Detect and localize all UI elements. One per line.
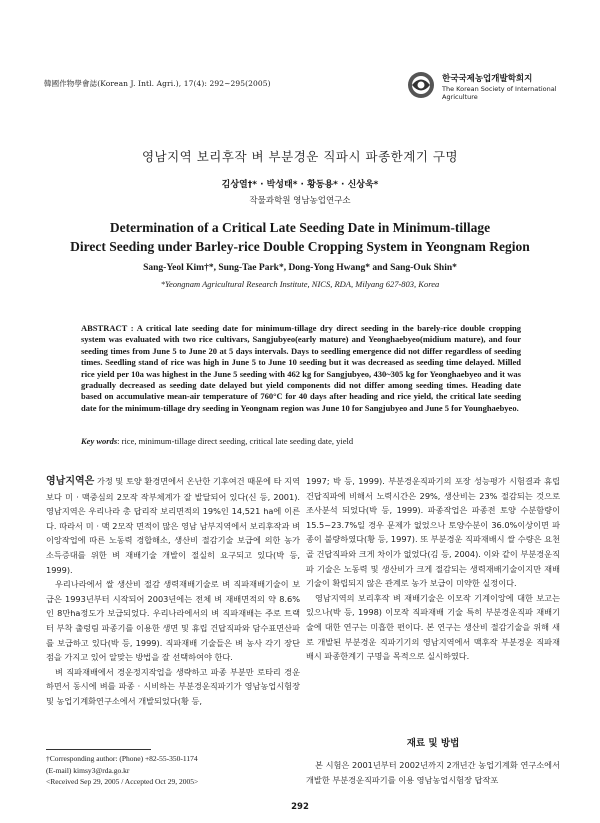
footnote-corresponding: †Corresponding author: (Phone) +82-55-350-1174 <box>46 754 198 763</box>
abstract-label: ABSTRACT : <box>81 323 137 333</box>
title-english-line1: Determination of a Critical Late Seeding Date in Minimum-tillage <box>109 220 491 235</box>
page-number: 292 <box>291 802 309 812</box>
body-column-left <box>46 474 300 709</box>
paragraph <box>46 474 300 577</box>
society-header <box>406 68 566 104</box>
paragraph: 본 시험은 2001년부터 2002년까지 2개년간 농업기계화 연구소에서 개발한 부분경운직파기를 이용 영남농업시험장 답작포 <box>306 760 560 785</box>
footnote-email: (E-mail) kimsy3@rda.go.kr <box>46 765 130 775</box>
title-english <box>0 218 600 256</box>
journal-reference: 韓國作物學會誌(Korean J. Intl. Agri.), 17(4): 292~295(2005) <box>44 79 271 88</box>
section-heading-methods: 재료 및 방법 <box>406 738 460 749</box>
footnote-divider <box>46 749 151 750</box>
footnote <box>46 753 300 788</box>
society-logo-icon <box>406 70 436 100</box>
paragraph: 1997; 박 등, 1999). 부분경운직파기의 포장 성능평가 시험결과 휴립건답직파에 비해서 노력시간은 29%, 생산비는 23% 절감되는 것으로 조사분석 되었다(박 등, 1999). 파종작업은 파종전 토양 수분함량이 15.5~23.7%일 경우 문제가 없었으나 토양수분이 36.0%이상이면 파종이 불량하였다(황 등, 1997). 또 부분경운 직파재배시 쌀 수량은 요천골 건답직파와 크게 차이가 없었다(김 등, 2004). 이와 같이 부분경운직파 기술은 노동력 및 생산비가 크게 절감되는 생력재배기술이지만 재배기술이 확립되지 않은 관계로 농가 보급이 미약한 실정이다. <box>306 476 560 589</box>
body-column-right-continued <box>306 758 560 787</box>
affiliation-english: *Yeongnam Agricultural Research Institute, NICS, RDA, Milyang 627-803, Korea <box>160 279 440 289</box>
keywords <box>81 436 521 446</box>
title-english-line2: Direct Seeding under Barley-rice Double Cropping System in Yeongnam Region <box>70 239 530 254</box>
affiliation-korean: 작물과학원 영남농업연구소 <box>249 196 351 206</box>
body-column-right <box>306 474 560 664</box>
society-name-korean: 한국국제농업개발학회지 <box>442 74 533 84</box>
society-name-english-line1: The Korean Society of International <box>442 85 557 93</box>
paragraph: 우리나라에서 쌀 생산비 절감 생력재배기술로 벼 직파재배기술이 보급은 1993년부터 시작되어 2003년에는 전체 벼 재배면적의 약 8.6%인 8만ha정도가 보급되었다. 우리나라에서의 벼 직파재배는 주로 트랙터 부착 출렁림 파종기를 이용한 생면 및 휴립 건답직파와 담수표면산파를 보급하고 있다(박 등, 1999). 직파재배 기술들은 벼 농사 각기 장단점을 가지고 있어 알맞는 방법을 잘 선택하여야 한다. <box>46 579 300 663</box>
paragraph: 벼 직파재배에서 경운정지작업을 생략하고 파종 부분만 로타리 경운하면서 동시에 벼를 파종 · 시비하는 부분경운직파기가 영남농업시험장 및 농업기계화연구소에서 개발되었다(황 등, <box>46 666 300 706</box>
paragraph-text: 가정 및 토양 환경면에서 온난한 기후여건 때문에 타 지역보다 미 · 맥중심의 2모작 작부체계가 잘 발달되어 있다(신 등, 2001). 영남지역은 우리나라 총 답리작 보리면적의 19%인 14,521 ha에 이른다. 따라서 미 · 맥 2모작 면적이 많은 영남 남부지역에서 보리후작과 벼 이앙작업에 따른 노동력 경합해소, 생산비 절감기술 보급에 의한 농가 소득증대를 위한 벼 재배기술 개발이 절실히 요구되고 있다(박 등, 1999). <box>46 476 300 575</box>
keywords-text: : rice, minimum-tillage direct seeding, critical late seeding date, yield <box>117 436 354 446</box>
abstract <box>81 323 521 414</box>
abstract-text: A critical late seeding date for minimum-tillage dry direct seeding in the barely-rice double cropping system was evaluated with two rice cultivars, Sangjubyeo(early mature) and Yeonghaebyeo(midium mature), and four seeding times from June 5 to June 20 at 5 days intervals. Days to seedling emergence did not differ regardless of seeding times. Seedling stand of rice was high in June 5 to June 10 seeding but it was decreased as seeding time delayed. Milled rice yield per 10a was highest in the June 5 seeding with 462 kg for Sangjubyeo, 430~305 kg for Yeonghaebyeo and it was gradually decreased as seeding date delayed but yield components did not differ among seeding times. Heading date based on accumulative mean-air temperature of 760°C for 40 days after heading and rice yield, the critical late seeding date for the minimum-tillage dry seeding in Yeongnam region was June 10 for Sangjubyeo and June 5 for Younghaebyeo. <box>81 323 522 413</box>
keywords-label: Key words <box>81 436 118 446</box>
lead-word: 영남지역은 <box>46 476 95 487</box>
authors-english: Sang-Yeol Kim†*, Sung-Tae Park*, Dong-Yong Hwang* and Sang-Ouk Shin* <box>143 263 457 273</box>
authors-korean: 김상열†* · 박성태* · 황동용* · 신상욱* <box>221 180 379 190</box>
title-korean: 영남지역 보리후작 벼 부분경운 직파시 파종한계기 구명 <box>141 149 459 164</box>
paragraph: 영남지역의 보리후작 벼 재배기술은 이모작 기계이앙에 대한 보고는 있으나(박 등, 1998) 이모작 직파재배 기술 특히 부분경운직파 재배기술에 대한 연구는 미흡한 편이다. 본 연구는 생산비 절감기술을 위해 새로 개발된 부분경운 직파기기의 영남지역에서 맥후작 부분경운 직파재배시 파종한계기 구명을 목적으로 실시하였다. <box>306 592 560 662</box>
society-name-english-line2: Agriculture <box>442 93 478 101</box>
footnote-received: <Received Sep 29, 2005 / Accepted Oct 29, 2005> <box>46 777 199 786</box>
